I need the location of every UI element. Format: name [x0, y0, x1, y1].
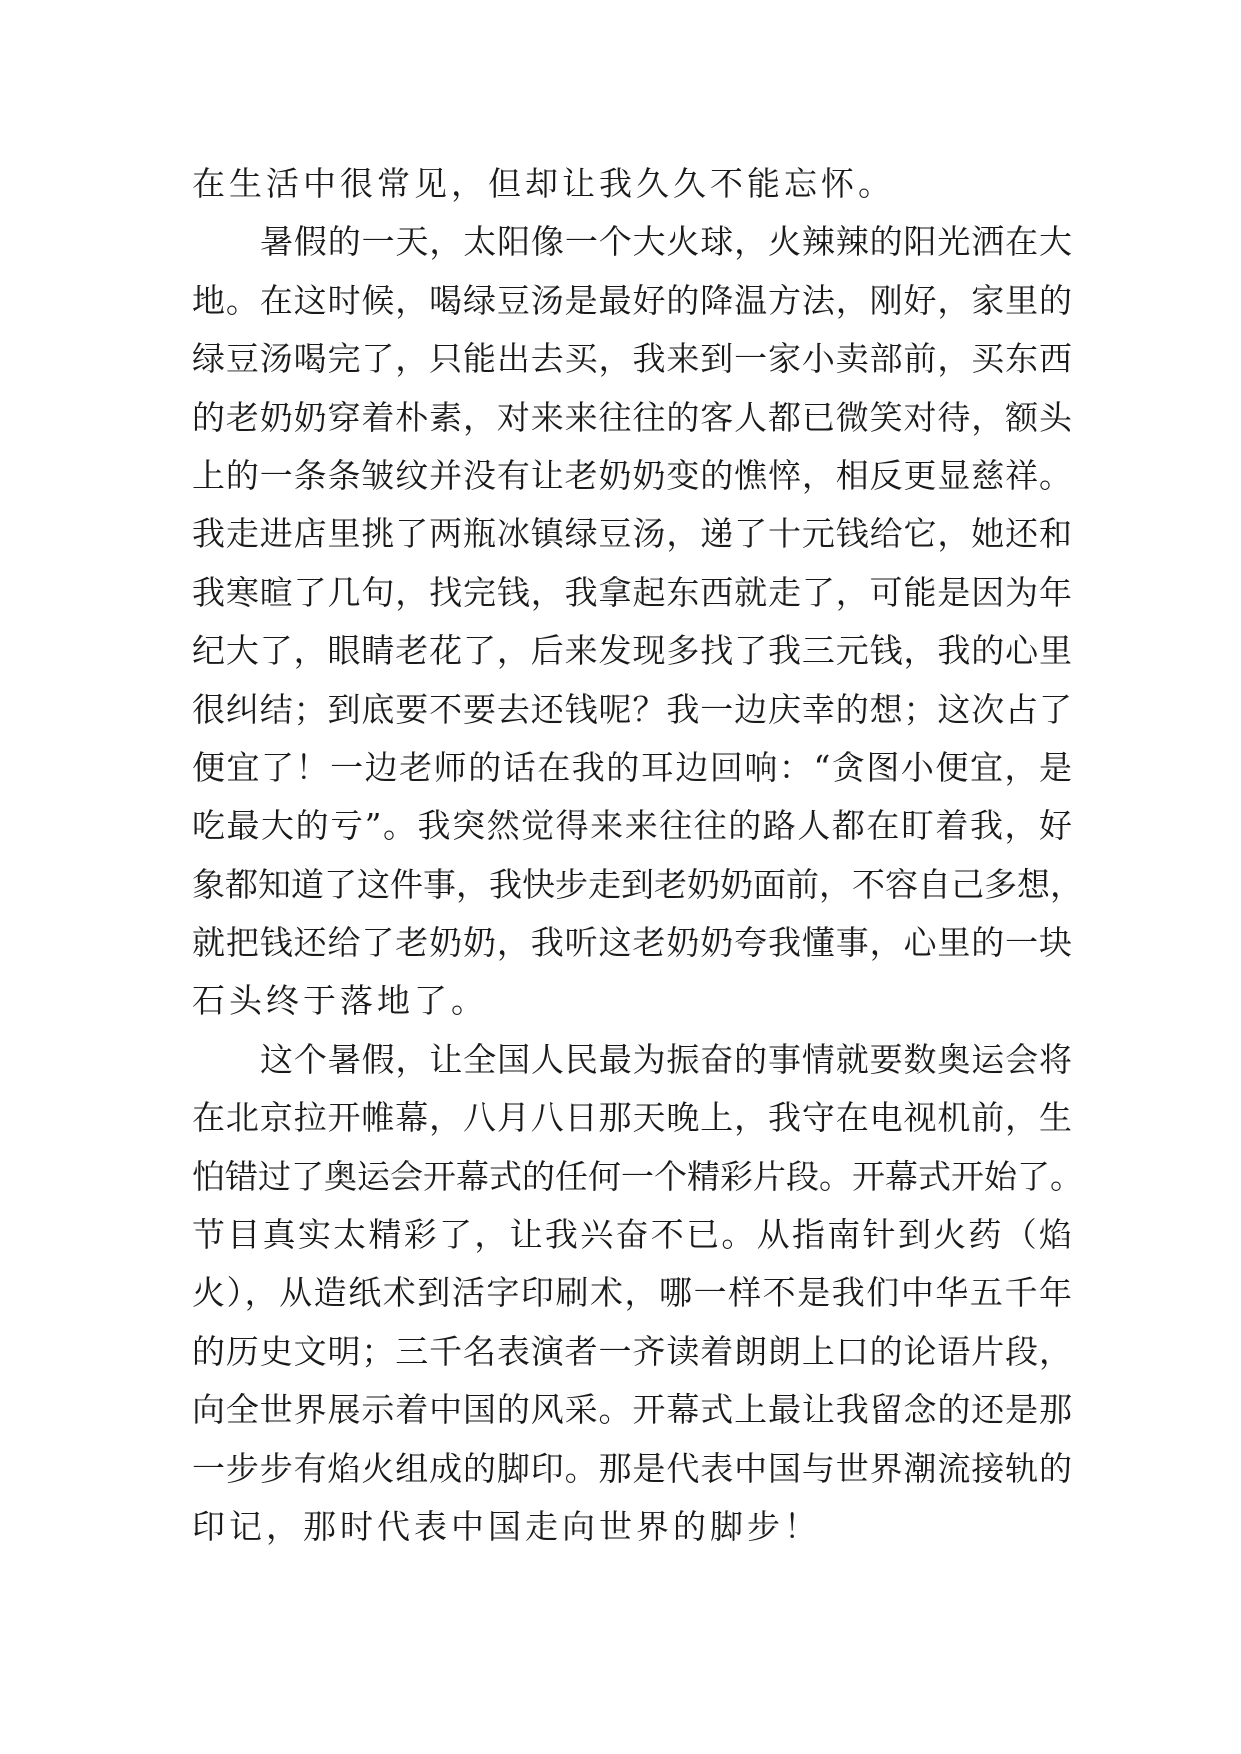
text-line: 很纠结；到底要不要去还钱呢？我一边庆幸的想；这次占了 — [192, 689, 1072, 729]
text-line: 上的一条条皱纹并没有让老奶奶变的憔悴，相反更显慈祥。 — [192, 455, 1072, 495]
body-text — [192, 155, 1083, 1556]
text-line: 的历史文明；三千名表演者一齐读着朗朗上口的论语片段， — [192, 1331, 1072, 1371]
text-line: 我走进店里挑了两瓶冰镇绿豆汤，递了十元钱给它，她还和 — [192, 514, 1072, 554]
text-line: 向全世界展示着中国的风采。开幕式上最让我留念的还是那 — [192, 1390, 1072, 1430]
text-line: 地。在这时候，喝绿豆汤是最好的降温方法，刚好，家里的 — [192, 280, 1072, 320]
text-line: 石头终于落地了。 — [192, 981, 488, 1021]
text-line: 绿豆汤喝完了，只能出去买，我来到一家小卖部前，买东西 — [192, 339, 1072, 379]
text-line: 印记，那时代表中国走向世界的脚步！ — [192, 1506, 821, 1546]
text-line: 火），从造纸术到活字印刷术，哪一样不是我们中华五千年 — [192, 1273, 1072, 1313]
text-line: 暑假的一天，太阳像一个大火球，火辣辣的阳光洒在大 — [260, 222, 1072, 262]
text-line: 一步步有焰火组成的脚印。那是代表中国与世界潮流接轨的 — [192, 1448, 1072, 1488]
text-line: 这个暑假，让全国人民最为振奋的事情就要数奥运会将 — [260, 1039, 1072, 1079]
text-line: 怕错过了奥运会开幕式的任何一个精彩片段。开幕式开始了。 — [192, 1156, 1083, 1196]
text-line: 象都知道了这件事，我快步走到老奶奶面前，不容自己多想， — [192, 864, 1083, 904]
text-line: 在北京拉开帷幕，八月八日那天晚上，我守在电视机前，生 — [192, 1098, 1072, 1138]
text-line: 的老奶奶穿着朴素，对来来往往的客人都已微笑对待，额头 — [192, 397, 1072, 437]
text-line: 就把钱还给了老奶奶，我听这老奶奶夸我懂事，心里的一块 — [192, 923, 1072, 963]
text-line: 纪大了，眼睛老花了，后来发现多找了我三元钱，我的心里 — [192, 631, 1072, 671]
text-line: 吃最大的亏”。我突然觉得来来往往的路人都在盯着我，好 — [192, 806, 1072, 846]
text-line: 节目真实太精彩了，让我兴奋不已。从指南针到火药（焰 — [192, 1215, 1072, 1255]
text-line: 我寒暄了几句，找完钱，我拿起东西就走了，可能是因为年 — [192, 572, 1072, 612]
text-line: 在生活中很常见，但却让我久久不能忘怀。 — [192, 164, 895, 203]
text-line: 便宜了！一边老师的话在我的耳边回响：“贪图小便宜，是 — [192, 747, 1072, 787]
